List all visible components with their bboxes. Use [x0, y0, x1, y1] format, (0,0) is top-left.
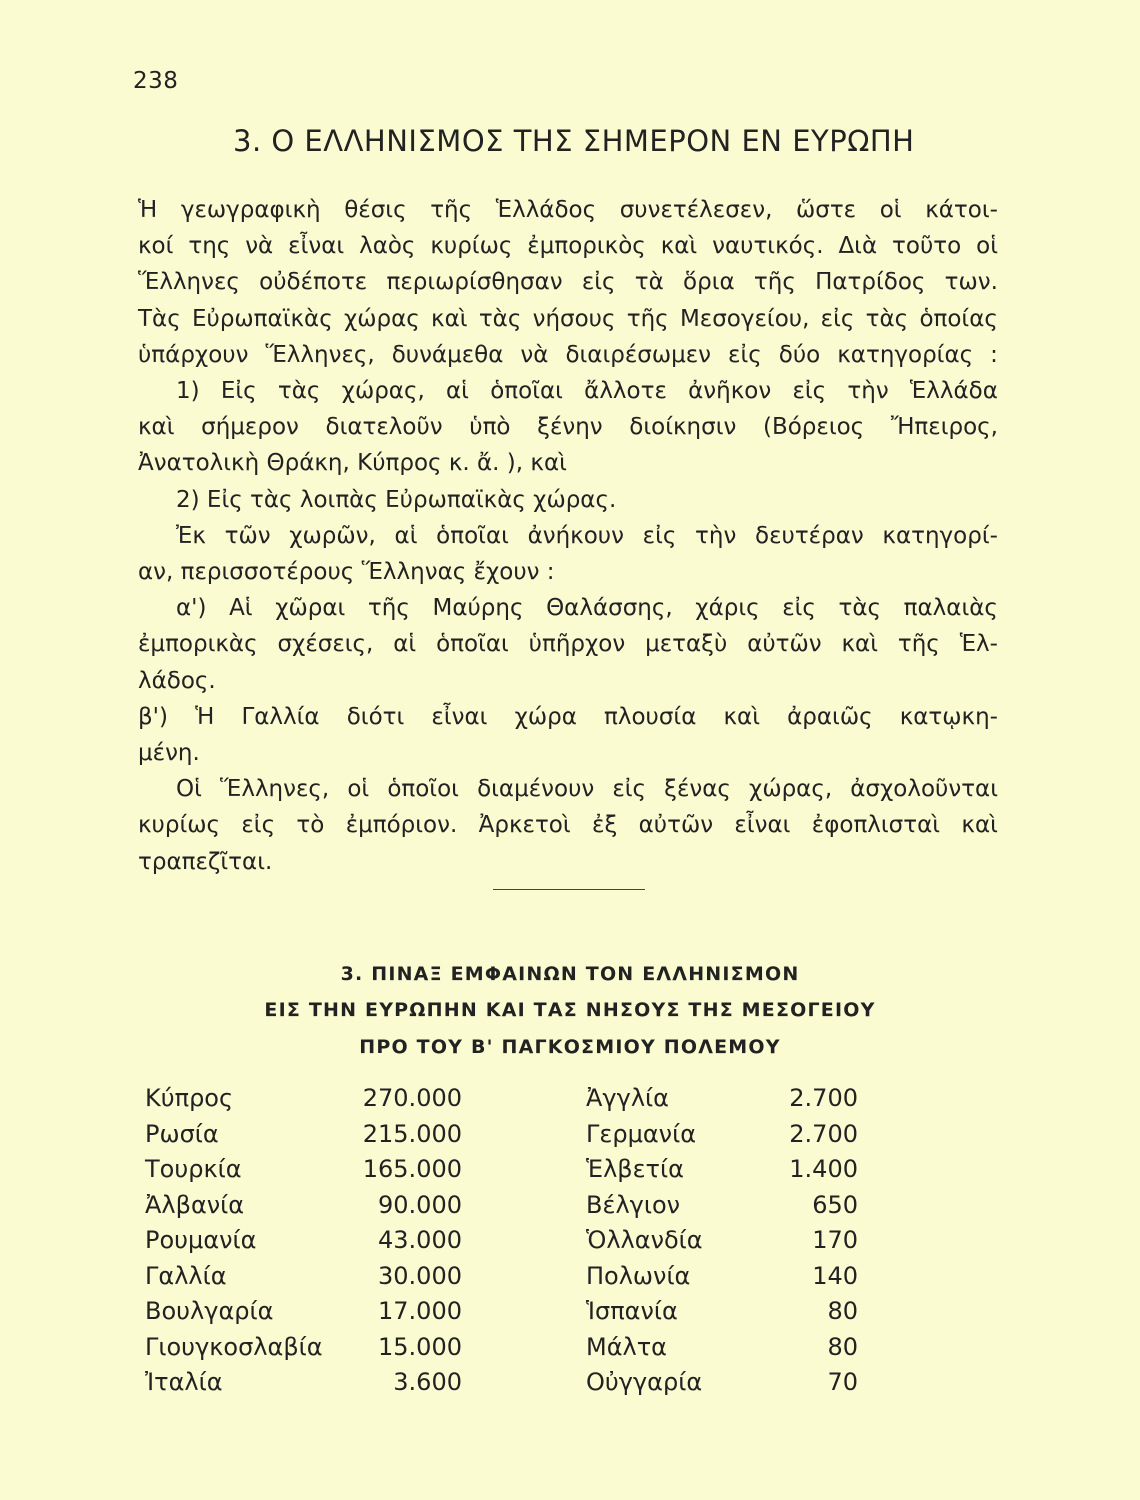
country-value: 3.600	[393, 1368, 462, 1396]
body-line: Ἀνατολικὴ Θράκη, Κύπρος κ. ἄ. ), καὶ	[138, 450, 567, 477]
country-name: Βέλγιον	[586, 1190, 681, 1219]
country-value: 70	[827, 1368, 858, 1396]
country-name: Ἀλβανία	[145, 1190, 245, 1219]
body-line: Ἐκ τῶν χωρῶν, αἱ ὁποῖαι ἀνήκουν εἰς τὴν δευτέραν κατηγορί-	[176, 522, 998, 549]
body-line: Ἡ γεωγραφικὴ θέσις τῆς Ἑλλάδος συνετέλεσεν, ὥστε οἱ κάτοι-	[138, 197, 998, 223]
body-line: κυρίως εἰς τὸ ἐμπόριον. Ἀρκετοὶ ἐξ αὐτῶν εἶναι ἐφοπλισταὶ καὶ	[138, 812, 998, 839]
country-value: 270.000	[362, 1084, 462, 1112]
table-title-line-1: 3. ΠΙΝΑΞ ΕΜΦΑΙΝΩΝ ΤΟΝ ΕΛΛΗΝΙΣΜΟΝ	[340, 963, 800, 985]
country-name: Ἰταλία	[145, 1368, 223, 1396]
country-value: 215.000	[362, 1119, 462, 1148]
country-name: Βουλγαρία	[145, 1297, 274, 1325]
country-value: 90.000	[378, 1190, 462, 1219]
country-value: 170	[812, 1226, 858, 1254]
country-name: Ρουμανία	[145, 1226, 257, 1254]
body-text	[138, 192, 998, 880]
body-line: κοί της νὰ εἶναι λαὸς κυρίως ἐμπορικὸς καὶ ναυτικός. Διὰ τοῦτο οἱ	[138, 233, 998, 260]
country-value: 15.000	[378, 1332, 462, 1361]
country-value: 140	[812, 1261, 858, 1290]
country-name: Μάλτα	[586, 1332, 667, 1361]
body-line: 2) Εἰς τὰς λοιπὰς Εὐρωπαϊκὰς χώρας.	[176, 486, 617, 513]
country-name: Ἀγγλία	[586, 1084, 669, 1112]
table-title-line-3: ΠΡΟ ΤΟΥ Β' ΠΑΓΚΟΣΜΙΟΥ ΠΟΛΕΜΟΥ	[359, 1036, 781, 1058]
section-heading: 3. Ο ΕΛΛΗΝΙΣΜΟΣ ΤΗΣ ΣΗΜΕΡΟΝ ΕΝ ΕΥΡΩΠΗ	[233, 124, 915, 158]
body-line: Οἱ Ἕλληνες, οἱ ὁποῖοι διαμένουν εἰς ξένας χώρας, ἀσχολοῦνται	[176, 776, 998, 803]
body-line: ὑπάρχουν Ἕλληνες, δυνάμεθα νὰ διαιρέσωμεν εἰς δύο κατηγορίας :	[138, 341, 998, 368]
country-value: 80	[827, 1332, 858, 1361]
table-row	[0, 1120, 1140, 1156]
country-name: Κύπρος	[145, 1084, 234, 1112]
country-name: Ὁλλανδία	[586, 1226, 703, 1254]
body-line: Ἕλληνες οὐδέποτε περιωρίσθησαν εἰς τὰ ὅρια τῆς Πατρίδος των.	[138, 269, 998, 296]
table-row	[0, 1226, 1140, 1262]
country-name: Τουρκία	[145, 1155, 242, 1183]
country-name: Γερμανία	[586, 1119, 697, 1148]
country-name: Ρωσία	[145, 1119, 219, 1148]
country-name: Πολωνία	[586, 1261, 691, 1290]
country-value: 30.000	[378, 1261, 462, 1290]
country-name: Ἑλβετία	[586, 1155, 684, 1183]
body-line: αν, περισσοτέρους Ἕλληνας ἔχουν :	[138, 559, 555, 586]
country-value: 2.700	[789, 1084, 858, 1112]
country-name: Ἱσπανία	[586, 1297, 678, 1325]
table-title-line-2: ΕΙΣ ΤΗΝ ΕΥΡΩΠΗΝ ΚΑΙ ΤΑΣ ΝΗΣΟΥΣ ΤΗΣ ΜΕΣΟΓΕΙΟΥ	[264, 999, 876, 1021]
country-value: 165.000	[362, 1155, 462, 1183]
table-row	[0, 1262, 1140, 1298]
body-line: α') Αἱ χῶραι τῆς Μαύρης Θαλάσσης, χάρις εἰς τὰς παλαιὰς	[176, 595, 998, 622]
body-line: β') Ἡ Γαλλία διότι εἶναι χώρα πλουσία καὶ ἀραιῶς κατῳκη-	[138, 703, 998, 730]
country-name: Οὐγγαρία	[586, 1368, 703, 1396]
table-row	[0, 1333, 1140, 1369]
table-row	[0, 1368, 1140, 1404]
body-line: τραπεζῖται.	[138, 848, 273, 875]
body-line: λάδος.	[138, 667, 216, 694]
country-name: Γαλλία	[145, 1261, 227, 1290]
country-value: 650	[812, 1190, 858, 1219]
body-line: 1) Εἰς τὰς χώρας, αἱ ὁποῖαι ἄλλοτε ἀνῆκον εἰς τὴν Ἑλλάδα	[176, 378, 998, 405]
country-value: 43.000	[378, 1226, 462, 1254]
country-value: 2.700	[789, 1119, 858, 1148]
body-line: ἐμπορικὰς σχέσεις, αἱ ὁποῖαι ὑπῆρχον μεταξὺ αὐτῶν καὶ τῆς Ἑλ-	[138, 631, 998, 658]
country-value: 1.400	[789, 1155, 858, 1183]
country-value: 17.000	[378, 1297, 462, 1325]
country-name: Γιουγκοσλαβία	[145, 1332, 323, 1361]
table-row	[0, 1155, 1140, 1191]
body-line: μένη.	[138, 740, 200, 767]
body-line: καὶ σήμερον διατελοῦν ὑπὸ ξένην διοίκησιν (Βόρειος Ἤπειρος,	[138, 414, 998, 441]
table-row	[0, 1084, 1140, 1120]
page-number: 238	[133, 68, 179, 94]
table-row	[0, 1297, 1140, 1333]
country-value: 80	[827, 1297, 858, 1325]
body-line: Τὰς Εὐρωπαϊκὰς χώρας καὶ τὰς νήσους τῆς Μεσογείου, εἰς τὰς ὁποίας	[138, 305, 998, 332]
section-divider	[493, 889, 645, 890]
table-row	[0, 1191, 1140, 1227]
